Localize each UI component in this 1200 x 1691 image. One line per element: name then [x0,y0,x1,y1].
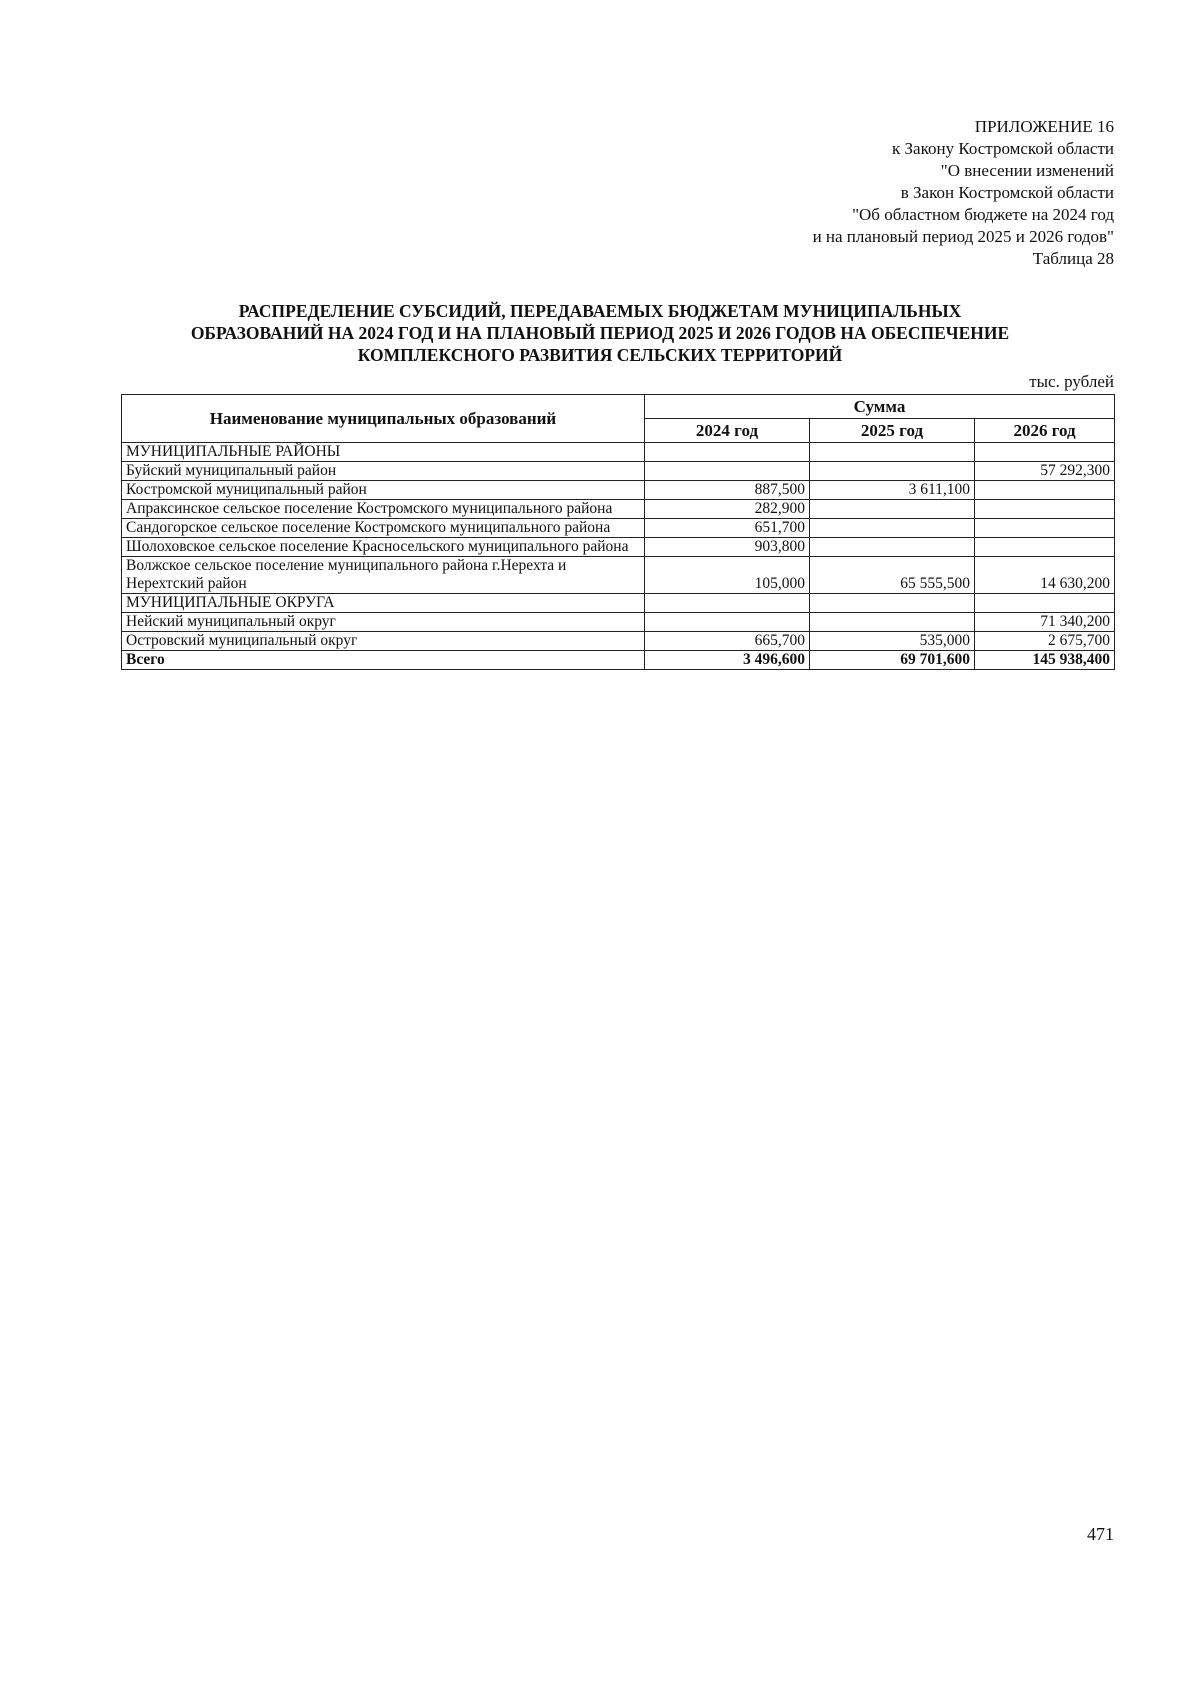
column-header-2025: 2025 год [810,419,975,443]
table-row [122,500,1115,519]
column-header-sum: Сумма [645,395,1115,419]
total-row [122,651,1115,670]
row-name-cell: Островский муниципальный округ [122,632,645,651]
value-2026-cell [975,594,1115,613]
title-line: РАСПРЕДЕЛЕНИЕ СУБСИДИЙ, ПЕРЕДАВАЕМЫХ БЮДЖЕТАМ МУНИЦИПАЛЬНЫХ [238,301,962,321]
column-header-2024: 2024 год [645,419,810,443]
title-line: ОБРАЗОВАНИЙ НА 2024 ГОД И НА ПЛАНОВЫЙ ПЕРИОД 2025 И 2026 ГОДОВ НА ОБЕСПЕЧЕНИЕ [190,323,1010,343]
value-2026-cell [975,538,1115,557]
appendix-header [813,116,1114,270]
row-name-cell: Всего [122,651,645,670]
subsidies-table [121,394,1115,670]
value-2025-cell: 3 611,100 [810,481,975,500]
value-2026-cell [975,519,1115,538]
value-2024-cell: 105,000 [645,557,810,594]
value-2026-cell: 71 340,200 [975,613,1115,632]
column-header-2026: 2026 год [975,419,1115,443]
value-2025-cell [810,613,975,632]
value-2024-cell: 887,500 [645,481,810,500]
value-2024-cell: 3 496,600 [645,651,810,670]
value-2025-cell [810,519,975,538]
value-2026-cell: 2 675,700 [975,632,1115,651]
value-2026-cell: 14 630,200 [975,557,1115,594]
table-row [122,481,1115,500]
header-line: в Закон Костромской области [900,183,1114,202]
value-2025-cell: 69 701,600 [810,651,975,670]
title-line: КОМПЛЕКСНОГО РАЗВИТИЯ СЕЛЬСКИХ ТЕРРИТОРИЙ [357,345,843,365]
table-reference: Таблица 28 [1032,249,1114,268]
value-2026-cell: 57 292,300 [975,462,1115,481]
value-2025-cell: 65 555,500 [810,557,975,594]
value-2025-cell: 535,000 [810,632,975,651]
row-name-cell: Сандогорское сельское поселение Костромского муниципального района [122,519,645,538]
value-2025-cell [810,443,975,462]
table-row [122,519,1115,538]
value-2025-cell [810,594,975,613]
value-2025-cell [810,462,975,481]
appendix-number: ПРИЛОЖЕНИЕ 16 [974,117,1114,136]
header-line: и на плановый период 2025 и 2026 годов" [812,227,1114,246]
value-2024-cell: 665,700 [645,632,810,651]
value-2024-cell [645,594,810,613]
table-row [122,557,1115,594]
row-name-cell: Апраксинское сельское поселение Костромского муниципального района [122,500,645,519]
row-name-cell: МУНИЦИПАЛЬНЫЕ РАЙОНЫ [122,443,645,462]
row-name-cell: МУНИЦИПАЛЬНЫЕ ОКРУГА [122,594,645,613]
table-row [122,538,1115,557]
value-2024-cell: 903,800 [645,538,810,557]
column-header-name: Наименование муниципальных образований [122,395,645,443]
value-2024-cell [645,613,810,632]
unit-label: тыс. рублей [1029,372,1114,391]
value-2024-cell: 282,900 [645,500,810,519]
table-row [122,462,1115,481]
header-line: к Закону Костромской области [892,139,1114,158]
row-name-cell: Буйский муниципальный район [122,462,645,481]
value-2026-cell [975,443,1115,462]
row-name-cell: Нейский муниципальный округ [122,613,645,632]
value-2025-cell [810,500,975,519]
value-2024-cell [645,443,810,462]
row-name-cell: Волжское сельское поселение муниципального района г.Нерехта и Нерехтский район [122,557,645,594]
value-2024-cell: 651,700 [645,519,810,538]
value-2025-cell [810,538,975,557]
value-2026-cell: 145 938,400 [975,651,1115,670]
row-name-cell: Шолоховское сельское поселение Красносельского муниципального района [122,538,645,557]
value-2026-cell [975,481,1115,500]
table-row [122,632,1115,651]
value-2024-cell [645,462,810,481]
table-row [122,594,1115,613]
table-body [122,443,1115,670]
header-line: "О внесении изменений [940,161,1114,180]
row-name-cell: Костромской муниципальный район [122,481,645,500]
document-title [120,300,1080,366]
header-line: "Об областном бюджете на 2024 год [852,205,1114,224]
page-number: 471 [1087,1524,1114,1544]
table-row [122,443,1115,462]
value-2026-cell [975,500,1115,519]
table-row [122,613,1115,632]
